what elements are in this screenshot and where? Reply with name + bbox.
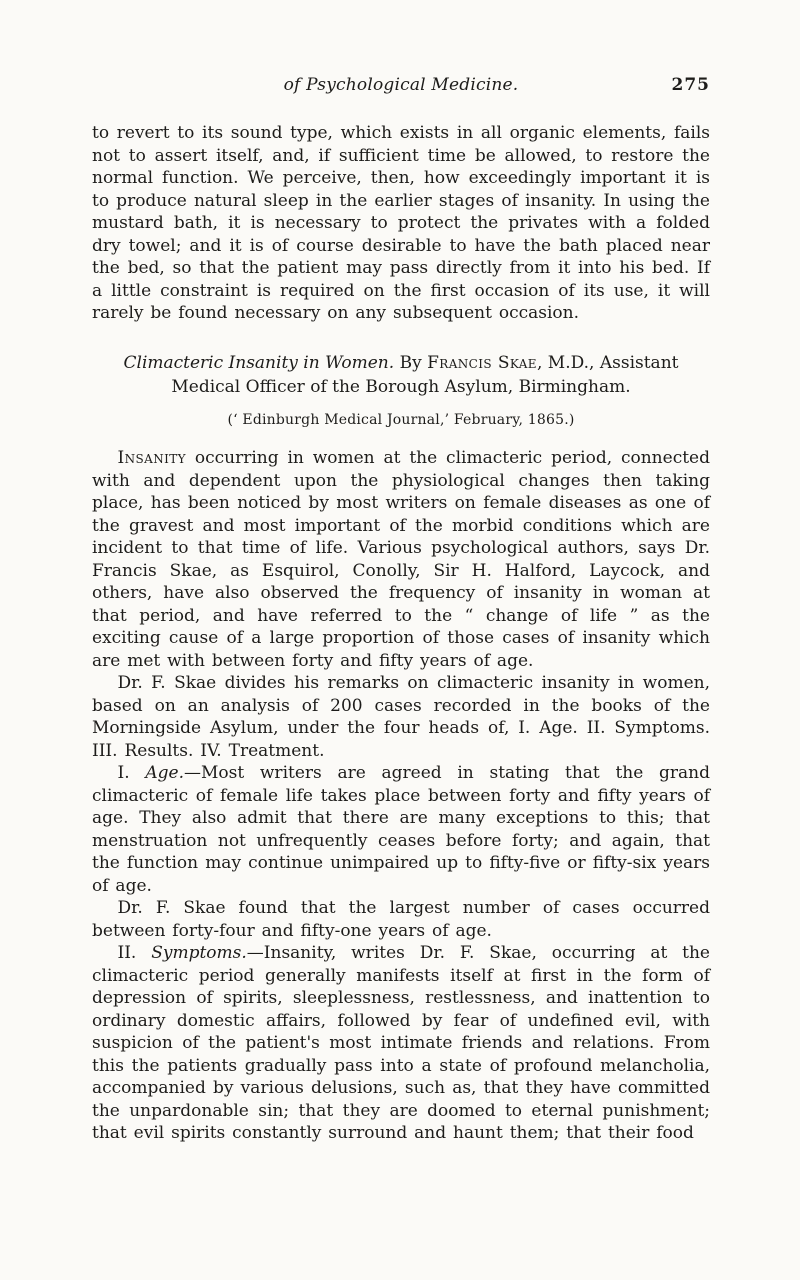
body-paragraph-4: Dr. F. Skae found that the largest number of cases occurred between forty-four and fifty-one years of age. [92,898,710,941]
paragraph-text: —Most writers are agreed in stating that the grand climacteric of female life takes place between forty and fifty years of age. They also admit that there are many exceptions to this; that menstruation not unfrequently ceases before forty; and again, that the function may continue unimpaired up to fifty-five or fifty-six years of age. [92,763,710,896]
body-paragraph-1 [92,447,710,672]
article-author-credentials: , M.D., Assistant Medical Officer of the Borough Asylum, Birmingham. [171,352,679,397]
article-title-text: Climacteric Insanity in Women. [123,352,395,373]
section-numeral: I. [117,763,146,783]
page-number: 275 [671,75,710,95]
lead-word-smallcaps: Insanity [117,448,186,468]
article-by-text: By [394,352,428,373]
body-paragraph-2: Dr. F. Skae divides his remarks on climacteric insanity in women, based on an analysis of 200 cases recorded in the books of the Morningside Asylum, under the four heads of, I. Age. II. Symptoms. III. Results. IV. Treatment. [92,673,710,761]
section-head-age: Age. [145,763,184,783]
paragraph-text: —Insanity, writes Dr. F. Skae, occurring at the climacteric period generally manifests itself at first in the form of depression of spirits, sleeplessness, restlessness, and inattention to ordinary domestic affairs, followed by fear of undefined evil, with suspicion of the patient's most intimate friends and relations. From this the patients gradually pass into a state of profound melancholia, accompanied by various delusions, such as, that they have committed the unpardonable sin; that they are doomed to eternal punishment; that evil spirits constantly surround and haunt them; that their food [92,943,710,1143]
intro-paragraph: to revert to its sound type, which exists in all organic elements, fails not to assert itself, and, if sufficient time be allowed, to restore the normal function. We perceive, then, how exceedingly important it is to produce natural sleep in the earlier stages of insanity. In using the mustard bath, it is necessary to protect the privates with a folded dry towel; and it is of course desirable to have the bath placed near the bed, so that the patient may pass directly from it into his bed. If a little constraint is required on the first occasion of its use, it will rarely be found necessary on any subsequent occasion. [92,123,710,323]
section-head-symptoms: Symptoms. [151,943,247,963]
article-author-name: Francis Skae [427,352,537,373]
article-title [116,351,686,399]
running-header-title: of Psychological Medicine. [283,75,519,95]
article-source-citation: (‘ Edinburgh Medical Journal,’ February, 1865.) [227,411,575,428]
paragraph-text: occurring in women at the climacteric period, connected with and dependent upon the physiological changes then taking place, has been noticed by most writers on female diseases as one of the gravest and most important of the morbid conditions which are incident to that time of life. Various psychological authors, says Dr. Francis Skae, as Esquirol, Conolly, Sir H. Halford, Laycock, and others, have also observed the frequency of insanity in woman at that period, and have referred to the “ change of life ” as the exciting cause of a large proportion of those cases of insanity which are met with between forty and fifty years of age. [92,448,710,671]
running-header [92,74,710,98]
section-numeral: II. [117,943,152,963]
body-paragraph-3 [92,762,710,897]
body-paragraph-5 [92,942,710,1145]
